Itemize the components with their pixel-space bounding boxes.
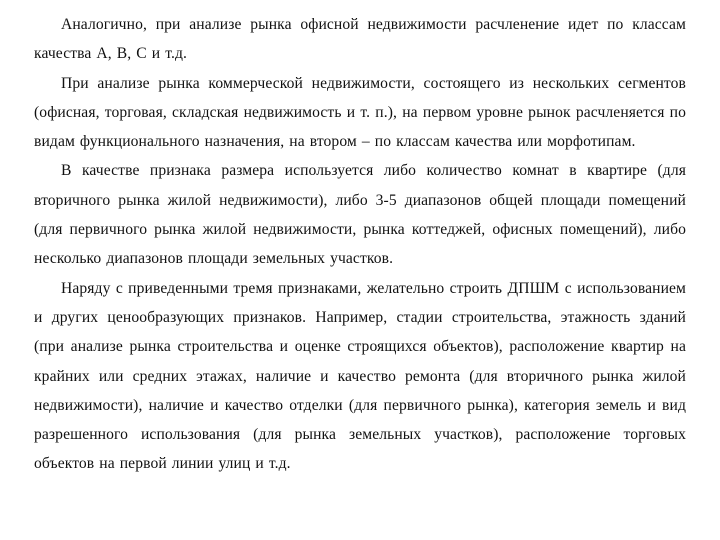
paragraph-pricing-attributes: Наряду с приведенными тремя признаками, желательно строить ДПШМ с использованием и других ценообразующих признаков. Например, стадии строительства, этажность зданий (при анализе рынка строительства и оценке строящихся объектов), расположение квартир на крайних или средних этажах, наличие и качество ремонта (для вторичного рынка жилой недвижимости), наличие и качество отделки (для первичного рынка), категория земель и вид разрешенного использования (для рынка земельных участков), расположение торговых объектов на первой линии улиц и т.д. <box>34 279 686 473</box>
paragraph-commercial-segments: При анализе рынка коммерческой недвижимости, состоящего из нескольких сегментов (офисная, торговая, складская недвижимость и т. п.), на первом уровне рынок расчленяется по видам функционального назначения, на втором – по классам качества или морфотипам. <box>34 74 686 151</box>
paragraph-size-attribute: В качестве признака размера используется либо количество комнат в квартире (для вторичного рынка жилой недвижимости), либо 3-5 диапазонов общей площади помещений (для первичного рынка жилой недвижимости, рынка коттеджей, офисных помещений), либо несколько диапазонов площади земельных участков. <box>34 162 686 268</box>
paragraph-office-classes: Аналогично, при анализе рынка офисной недвижимости расчленение идет по классам качества А, В, С и т.д. <box>34 16 686 63</box>
